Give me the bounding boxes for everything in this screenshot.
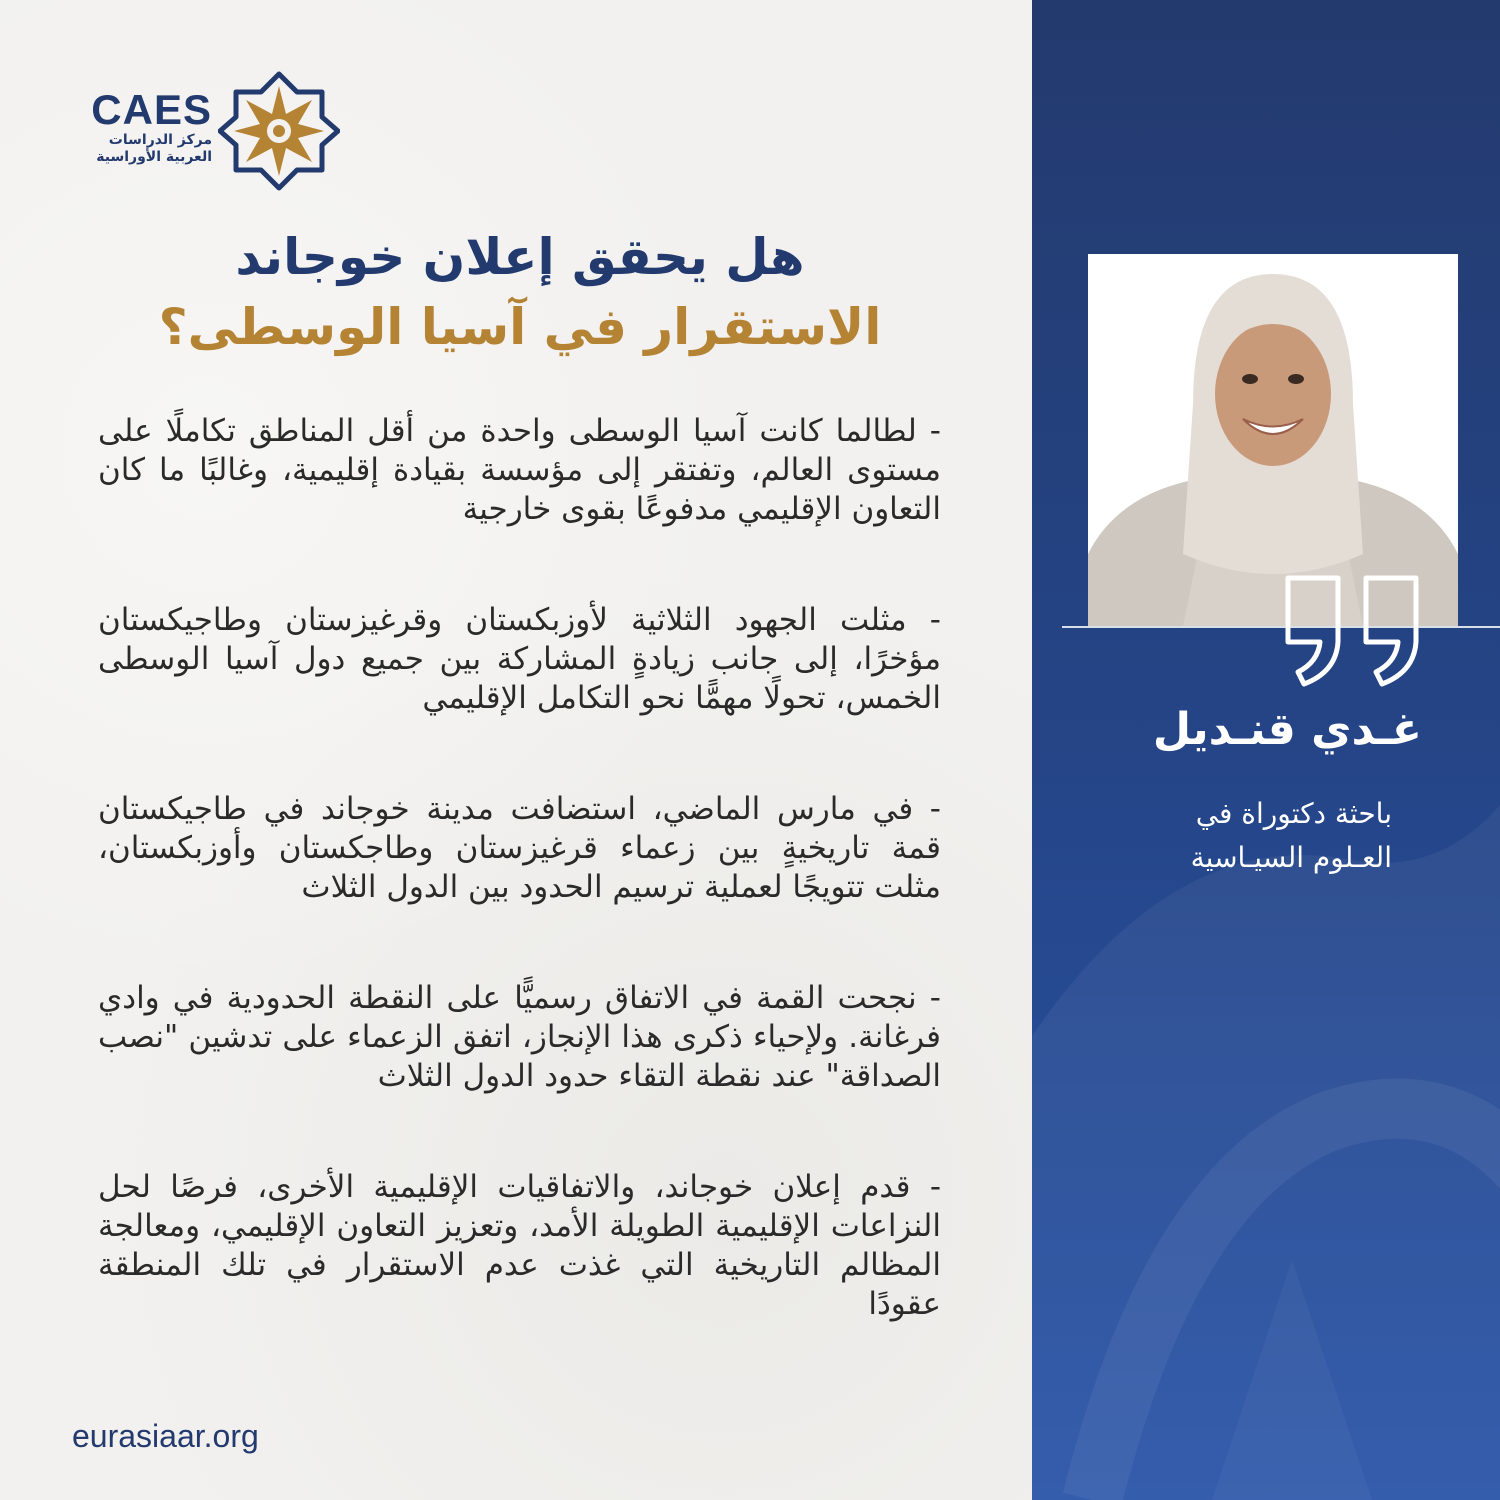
paragraph: - قدم إعلان خوجاند، والاتفاقيات الإقليمية الأخرى، فرصًا لحل النزاعات الإقليمية الطويلة الأمد، وتعزيز التعاون الإقليمي، ومعالجة المظالم التاريخية التي غذت عدم الاستقرار في تلك المنطقة عقودًا <box>98 1169 941 1322</box>
logo-name-line1: مركز الدراسات <box>108 132 212 148</box>
author-role-line1: باحثة دكتوراة في <box>1195 797 1392 830</box>
headline-line1: هل يحقق إعلان خوجاند <box>235 228 805 286</box>
headline <box>100 222 940 362</box>
author-name: غـدي قنـديل <box>1152 704 1422 755</box>
paragraph: - لطالما كانت آسيا الوسطى واحدة من أقل المناطق تكاملًا على مستوى العالم، وتفتقر إلى مؤسسة بقيادة إقليمية، وغالبًا ما كان التعاون الإقليمي مدفوعًا بقوى خارجية <box>98 413 941 527</box>
headline-line2: الاستقرار في آسيا الوسطى؟ <box>158 298 882 356</box>
paragraph: - نجحت القمة في الاتفاق رسميًّا على النقطة الحدودية في وادي فرغانة. ولإحياء ذكرى هذا الإنجاز، اتفق الزعماء على تدشين "نصب الصداقة" عند نقطة التقاء حدود الدول الثلاث <box>98 980 941 1094</box>
author-panel <box>1032 0 1500 1500</box>
octagram-star-icon <box>218 70 340 192</box>
author-role <box>1072 792 1392 880</box>
logo-text <box>80 88 212 166</box>
paragraph: - مثلت الجهود الثلاثية لأوزبكستان وقرغيزستان وطاجيكستان مؤخرًا، إلى جانب زيادةٍ المشاركة بين جميع دول آسيا الوسطى الخمس، تحولًا مهمًّا نحو التكامل الإقليمي <box>98 602 941 716</box>
website-link[interactable]: eurasiaar.org <box>72 1418 259 1454</box>
logo-abbr: CAES <box>91 86 212 133</box>
article-body <box>98 412 941 1396</box>
caes-logo <box>80 70 350 190</box>
paragraph: - في مارس الماضي، استضافت مدينة خوجاند في طاجيكستان قمة تاريخيةٍ بين زعماء قرغيزستان وطاجكستان وأوزبكستان، مثلت تتويجًا لعملية ترسيم الحدود بين الدول الثلاث <box>98 791 941 905</box>
author-role-line2: العـلوم السيـاسية <box>1190 841 1392 874</box>
quote-mark-icon <box>1280 572 1430 692</box>
author-portrait <box>1088 254 1458 626</box>
logo-name-line2: العربية الأوراسية <box>96 149 212 165</box>
